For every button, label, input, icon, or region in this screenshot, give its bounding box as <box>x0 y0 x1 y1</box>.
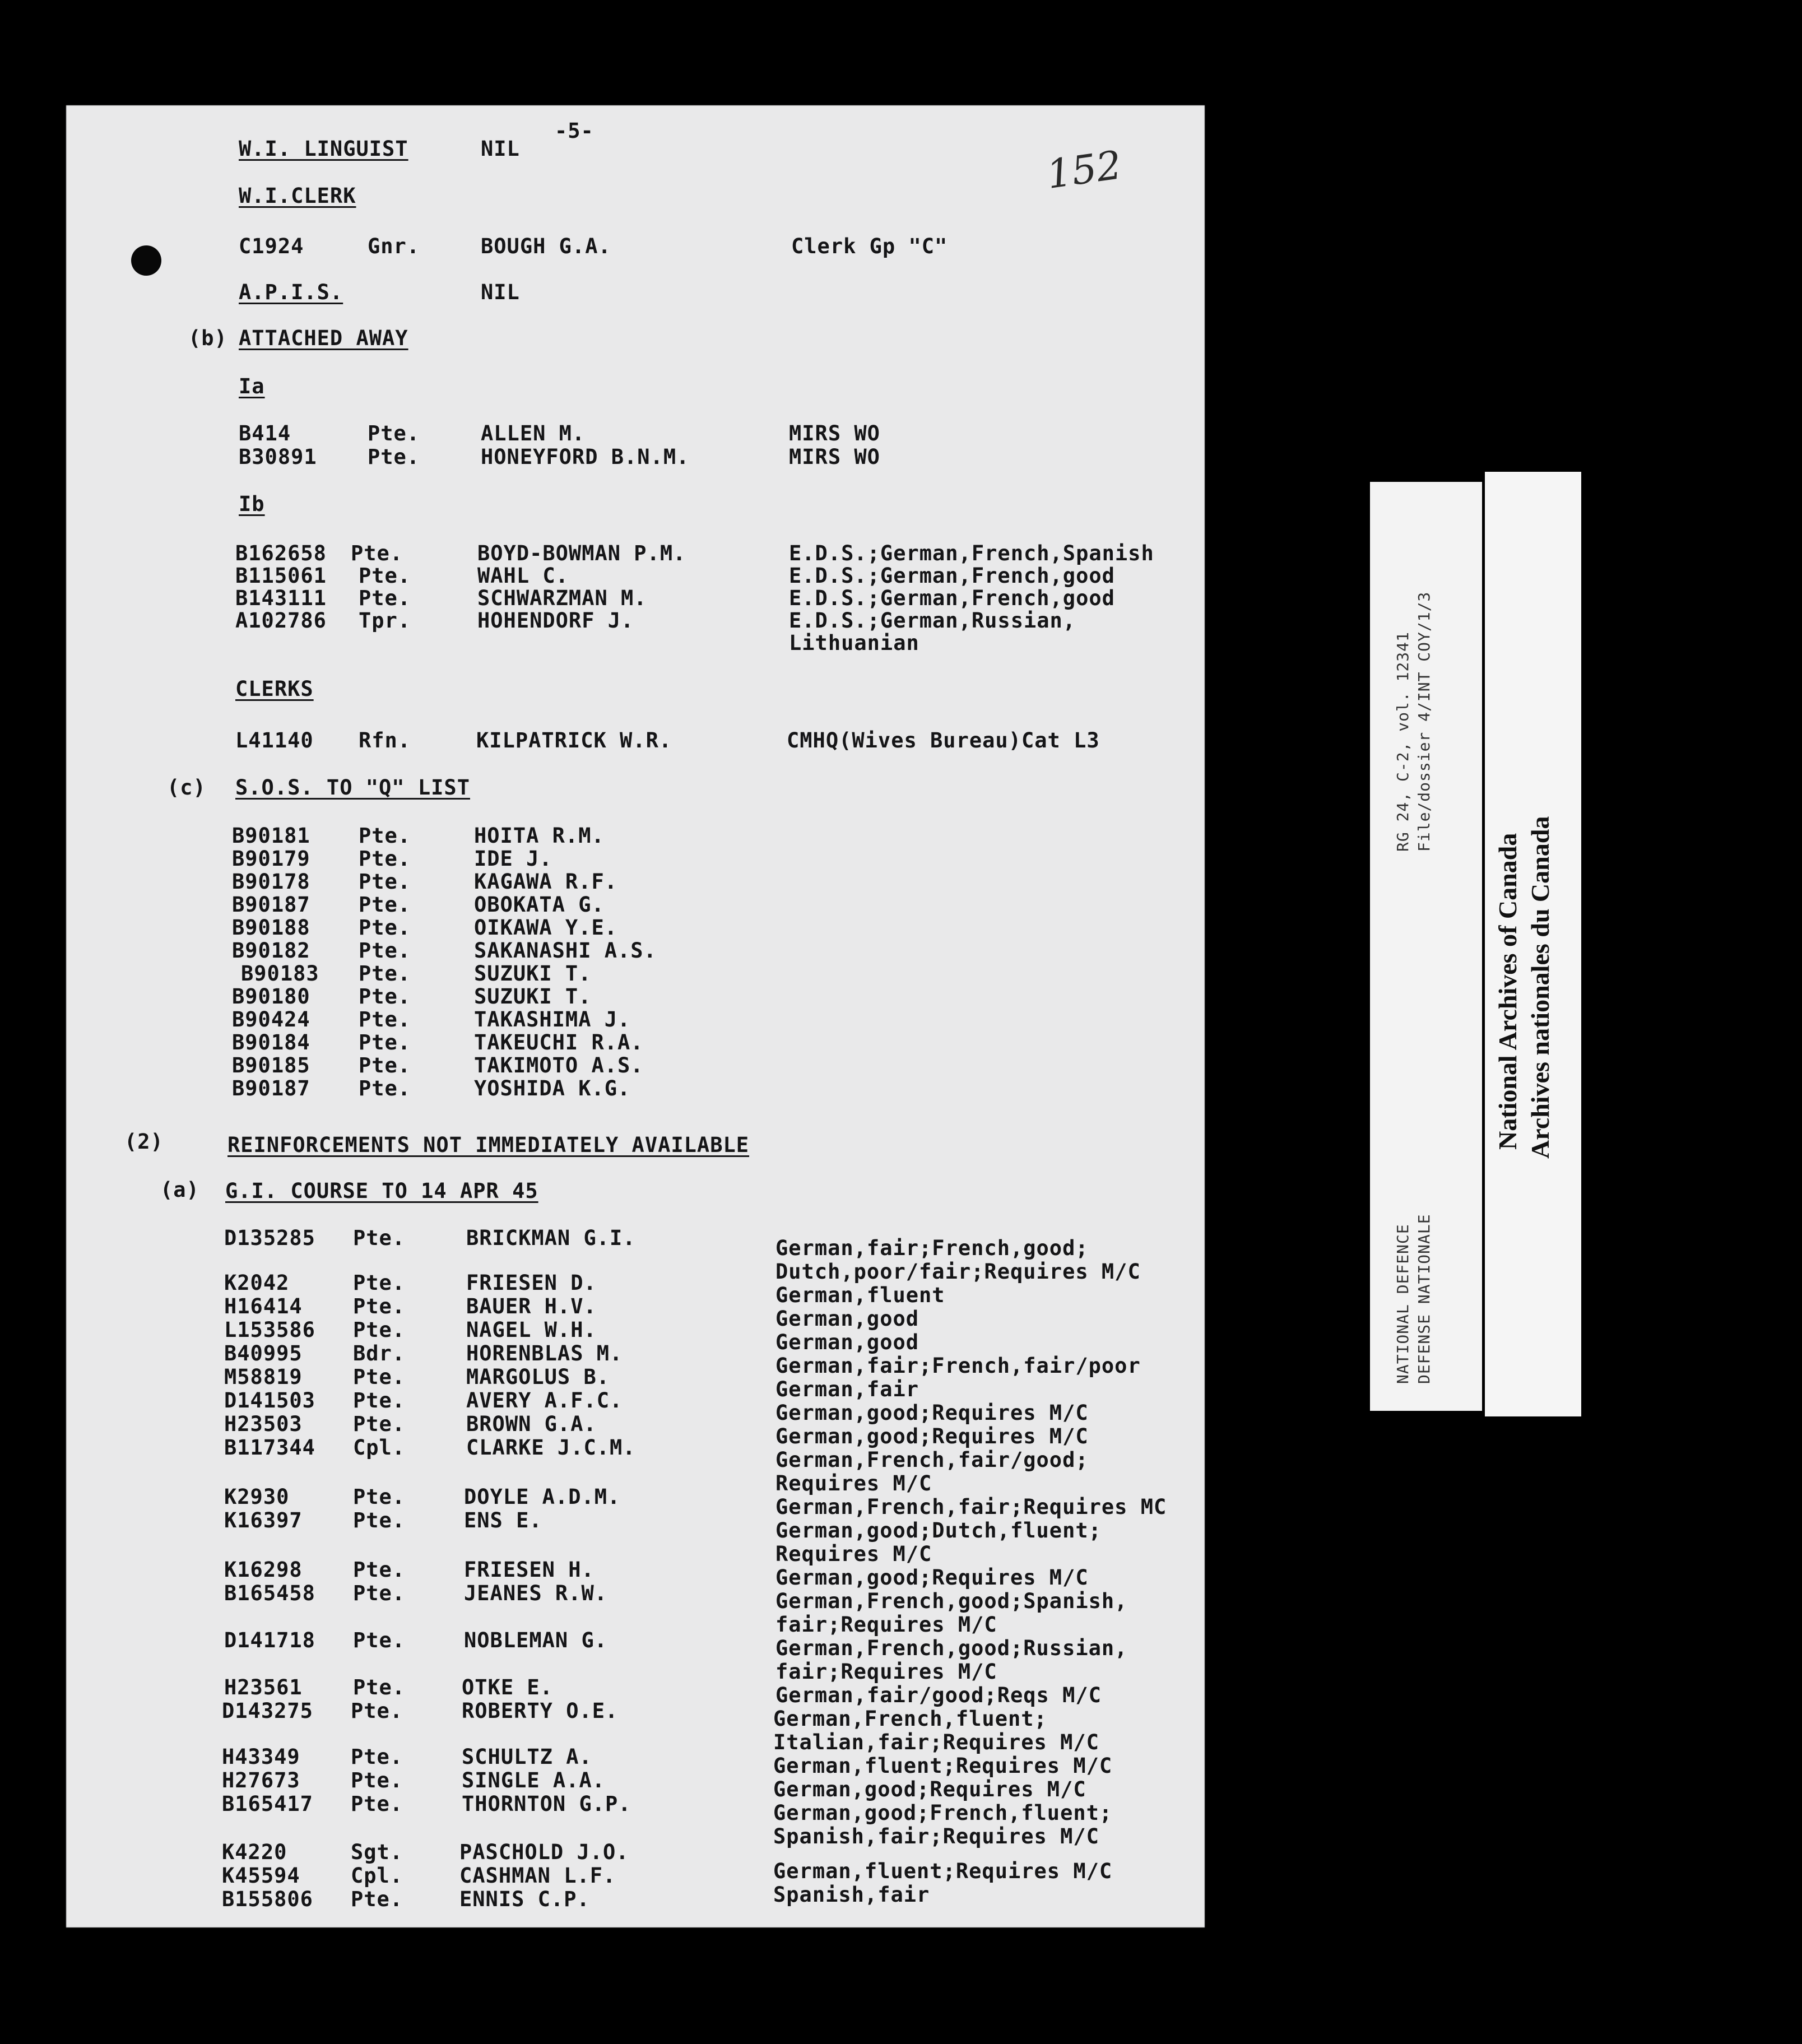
note: MIRS WO <box>789 421 880 445</box>
archive-reference: RG 24, C-2, vol. 12341 <box>1394 631 1412 852</box>
rank: Rfn. <box>359 728 411 752</box>
service-no: H23561 <box>224 1675 303 1699</box>
rank: Pte. <box>353 1294 406 1318</box>
note-line: Requires M/C <box>775 1471 932 1495</box>
archive-name-strip <box>1485 472 1581 1416</box>
name: AVERY A.F.C. <box>466 1388 623 1413</box>
service-no: B165458 <box>224 1581 315 1605</box>
note-line: Requires M/C <box>775 1542 932 1566</box>
note-line: German,good;Requires M/C <box>773 1777 1086 1801</box>
note: E.D.S.;German,Russian, <box>789 608 1076 633</box>
service-no: B115061 <box>235 564 327 588</box>
archive-reference-strip <box>1370 482 1482 1411</box>
rank: Pte. <box>353 1226 406 1250</box>
service-no: H23503 <box>224 1412 303 1436</box>
rank: Cpl. <box>351 1864 403 1888</box>
reinforcements-heading: REINFORCEMENTS NOT IMMEDIATELY AVAILABLE <box>227 1133 750 1157</box>
service-no: B162658 <box>235 541 327 565</box>
rank: Pte. <box>353 1412 406 1436</box>
note: E.D.S.;German,French,good <box>789 564 1115 588</box>
rank: Pte. <box>353 1271 406 1295</box>
service-no: B117344 <box>224 1436 315 1460</box>
note-line: fair;Requires M/C <box>775 1613 997 1637</box>
apis-heading: A.P.I.S. <box>239 280 343 304</box>
note-line: German,good <box>775 1307 919 1331</box>
name: BRICKMAN G.I. <box>466 1226 636 1250</box>
sos-list-heading: S.O.S. TO "Q" LIST <box>235 775 470 800</box>
ia-heading: Ia <box>239 374 265 398</box>
rank: Sgt. <box>351 1840 403 1864</box>
name: OTKE E. <box>462 1675 553 1699</box>
service-no: B90188 <box>232 916 310 940</box>
rank: Pte. <box>353 1388 406 1413</box>
service-no: B90424 <box>232 1007 310 1032</box>
rank: Pte. <box>351 1745 403 1769</box>
note-line: German,fluent <box>775 1283 945 1307</box>
name: DOYLE A.D.M. <box>464 1485 621 1509</box>
note-line: German,French,good;Spanish, <box>775 1589 1128 1613</box>
name: SAKANASHI A.S. <box>474 939 657 963</box>
rank: Pte. <box>351 1887 403 1911</box>
name: ENS E. <box>464 1508 542 1532</box>
name: THORNTON G.P. <box>462 1792 631 1816</box>
name: ALLEN M. <box>481 421 586 445</box>
name: JEANES R.W. <box>464 1581 608 1605</box>
archive-file-reference: File/dossier 4/INT COY/1/3 <box>1415 591 1433 852</box>
name: SUZUKI T. <box>474 984 592 1009</box>
service-no: B143111 <box>235 586 327 610</box>
rank: Pte. <box>353 1365 406 1389</box>
name: OIKAWA Y.E. <box>474 916 618 940</box>
service-no: B165417 <box>222 1792 313 1816</box>
name: SINGLE A.A. <box>462 1768 606 1792</box>
note: CMHQ(Wives Bureau)Cat L3 <box>787 728 1100 752</box>
note-line: German,fluent;Requires M/C <box>773 1754 1113 1778</box>
note-line: German,good;French,fluent; <box>773 1801 1113 1825</box>
name: KAGAWA R.F. <box>474 870 618 894</box>
rank: Pte. <box>353 1675 406 1699</box>
name: MARGOLUS B. <box>466 1365 610 1389</box>
note-line: German,good;Requires M/C <box>775 1565 1089 1590</box>
service-no: B40995 <box>224 1341 303 1365</box>
name: KILPATRICK W.R. <box>476 728 672 752</box>
name: HONEYFORD B.N.M. <box>481 445 690 469</box>
rank: Pte. <box>359 564 411 588</box>
service-no: K2930 <box>224 1485 290 1509</box>
service-no: H16414 <box>224 1294 303 1318</box>
note-line: Dutch,poor/fair;Requires M/C <box>775 1260 1141 1284</box>
department-name-fr: DEFENSE NATIONALE <box>1415 1214 1433 1384</box>
rank: Pte. <box>353 1485 406 1509</box>
rank: Pte. <box>359 586 411 610</box>
service-no: B90185 <box>232 1053 310 1077</box>
rank: Pte. <box>353 1508 406 1532</box>
service-no: D141503 <box>224 1388 315 1413</box>
name: PASCHOLD J.O. <box>459 1840 629 1864</box>
rank: Pte. <box>359 1053 411 1077</box>
service-no: K45594 <box>222 1864 300 1888</box>
course-marker: (a) <box>160 1178 199 1202</box>
sos-list-marker: (c) <box>167 775 206 800</box>
service-no: K16298 <box>224 1558 303 1582</box>
rank: Pte. <box>359 939 411 963</box>
rank: Pte. <box>351 541 403 565</box>
name: BOYD-BOWMAN P.M. <box>477 541 686 565</box>
department-name-en: NATIONAL DEFENCE <box>1394 1224 1412 1384</box>
note-line: German,fluent;Requires M/C <box>773 1859 1113 1883</box>
name: NAGEL W.H. <box>466 1318 597 1342</box>
name: TAKIMOTO A.S. <box>474 1053 644 1077</box>
service-no: L153586 <box>224 1318 315 1342</box>
name: NOBLEMAN G. <box>464 1628 608 1652</box>
name: BROWN G.A. <box>466 1412 597 1436</box>
note: E.D.S.;German,French,Spanish <box>789 541 1154 565</box>
note: Lithuanian <box>789 631 919 655</box>
apis-value: NIL <box>481 280 520 304</box>
note-line: fair;Requires M/C <box>775 1660 997 1684</box>
name: SCHULTZ A. <box>462 1745 592 1769</box>
rank: Pte. <box>359 870 411 894</box>
service-no: B90184 <box>232 1030 310 1054</box>
attached-away-marker: (b) <box>188 326 227 350</box>
rank: Pte. <box>351 1792 403 1816</box>
name: TAKASHIMA J. <box>474 1007 631 1032</box>
wi-linguist-heading: W.I. LINGUIST <box>239 137 408 161</box>
service-no: B90187 <box>232 1076 310 1100</box>
rank: Pte. <box>353 1581 406 1605</box>
rank: Bdr. <box>353 1341 406 1365</box>
note-line: German,fair <box>775 1377 919 1401</box>
service-no: D141718 <box>224 1628 315 1652</box>
rank: Pte. <box>359 1007 411 1032</box>
name: OBOKATA G. <box>474 893 605 917</box>
name: TAKEUCHI R.A. <box>474 1030 644 1054</box>
name: YOSHIDA K.G. <box>474 1076 631 1100</box>
rank: Pte. <box>359 824 411 848</box>
service-no: A102786 <box>235 608 327 633</box>
service-no: D135285 <box>224 1226 315 1250</box>
note-line: German,fair;French,fair/poor <box>775 1354 1141 1378</box>
rank: Pte. <box>359 893 411 917</box>
note-line: German,good;Requires M/C <box>775 1424 1089 1448</box>
note-line: German,French,fluent; <box>773 1707 1047 1731</box>
note-line: Italian,fair;Requires M/C <box>773 1730 1099 1754</box>
note: E.D.S.;German,French,good <box>789 586 1115 610</box>
service-no: B90181 <box>232 824 310 848</box>
name: CLARKE J.C.M. <box>466 1436 636 1460</box>
name: ENNIS C.P. <box>459 1887 590 1911</box>
rank: Pte. <box>359 961 411 986</box>
course-heading: G.I. COURSE TO 14 APR 45 <box>225 1179 538 1203</box>
name: HOITA R.M. <box>474 824 605 848</box>
ib-heading: Ib <box>239 492 265 516</box>
service-no: D143275 <box>222 1699 313 1723</box>
archive-name-fr: Archives nationales du Canada <box>1526 816 1554 1159</box>
wi-clerk-no: C1924 <box>239 234 304 258</box>
name: WAHL C. <box>477 564 569 588</box>
service-no: H43349 <box>222 1745 300 1769</box>
name: HORENBLAS M. <box>466 1341 623 1365</box>
service-no: K4220 <box>222 1840 287 1864</box>
note-line: German,good <box>775 1330 919 1354</box>
attached-away-heading: ATTACHED AWAY <box>239 326 408 350</box>
rank: Pte. <box>368 421 420 445</box>
name: ROBERTY O.E. <box>462 1699 619 1723</box>
rank: Pte. <box>351 1768 403 1792</box>
wi-clerk-heading: W.I.CLERK <box>239 184 356 208</box>
note-line: German,French,fair;Requires MC <box>775 1495 1167 1519</box>
rank: Pte. <box>359 1076 411 1100</box>
rank: Pte. <box>359 847 411 871</box>
name: FRIESEN H. <box>464 1558 595 1582</box>
rank: Cpl. <box>353 1436 406 1460</box>
service-no: K2042 <box>224 1271 290 1295</box>
service-no: M58819 <box>224 1365 303 1389</box>
name: HOHENDORF J. <box>477 608 634 633</box>
name: BAUER H.V. <box>466 1294 597 1318</box>
name: FRIESEN D. <box>466 1271 597 1295</box>
page-number: -5- <box>555 119 594 143</box>
note-line: German,good;Requires M/C <box>775 1401 1089 1425</box>
name: CASHMAN L.F. <box>459 1864 616 1888</box>
note-line: German,good;Dutch,fluent; <box>775 1518 1102 1543</box>
service-no: B90187 <box>232 893 310 917</box>
rank: Pte. <box>353 1628 406 1652</box>
wi-clerk-name: BOUGH G.A. <box>481 234 611 258</box>
note: MIRS WO <box>789 445 880 469</box>
service-no: B90183 <box>241 961 319 986</box>
name: IDE J. <box>474 847 552 871</box>
service-no: K16397 <box>224 1508 303 1532</box>
name: SCHWARZMAN M. <box>477 586 647 610</box>
service-no: B30891 <box>239 445 317 469</box>
service-no: B155806 <box>222 1887 313 1911</box>
note-line: German,fair/good;Reqs M/C <box>775 1683 1102 1707</box>
service-no: B90179 <box>232 847 310 871</box>
rank: Pte. <box>359 1030 411 1054</box>
service-no: B90178 <box>232 870 310 894</box>
note-line: German,French,good;Russian, <box>775 1636 1128 1660</box>
note-line: Spanish,fair <box>773 1883 930 1907</box>
rank: Pte. <box>353 1318 406 1342</box>
note-line: German,French,fair/good; <box>775 1448 1089 1472</box>
note-line: Spanish,fair;Requires M/C <box>773 1824 1099 1848</box>
rank: Pte. <box>359 916 411 940</box>
rank: Pte. <box>353 1558 406 1582</box>
rank: Tpr. <box>359 608 411 633</box>
clerks-heading: CLERKS <box>235 677 314 701</box>
name: SUZUKI T. <box>474 961 592 986</box>
note-line: German,fair;French,good; <box>775 1236 1089 1260</box>
service-no: B90182 <box>232 939 310 963</box>
service-no: B414 <box>239 421 291 445</box>
rank: Pte. <box>359 984 411 1009</box>
wi-clerk-rank: Gnr. <box>368 234 420 258</box>
wi-linguist-value: NIL <box>481 137 520 161</box>
handwritten-folio-number: 152 <box>1043 142 1125 198</box>
rank: Pte. <box>351 1699 403 1723</box>
rank: Pte. <box>368 445 420 469</box>
archive-name-en: National Archives of Canada <box>1493 833 1522 1150</box>
reinforcements-marker: (2) <box>124 1130 164 1154</box>
wi-clerk-note: Clerk Gp "C" <box>791 234 948 258</box>
service-no: B90180 <box>232 984 310 1009</box>
service-no: L41140 <box>235 728 314 752</box>
service-no: H27673 <box>222 1768 300 1792</box>
